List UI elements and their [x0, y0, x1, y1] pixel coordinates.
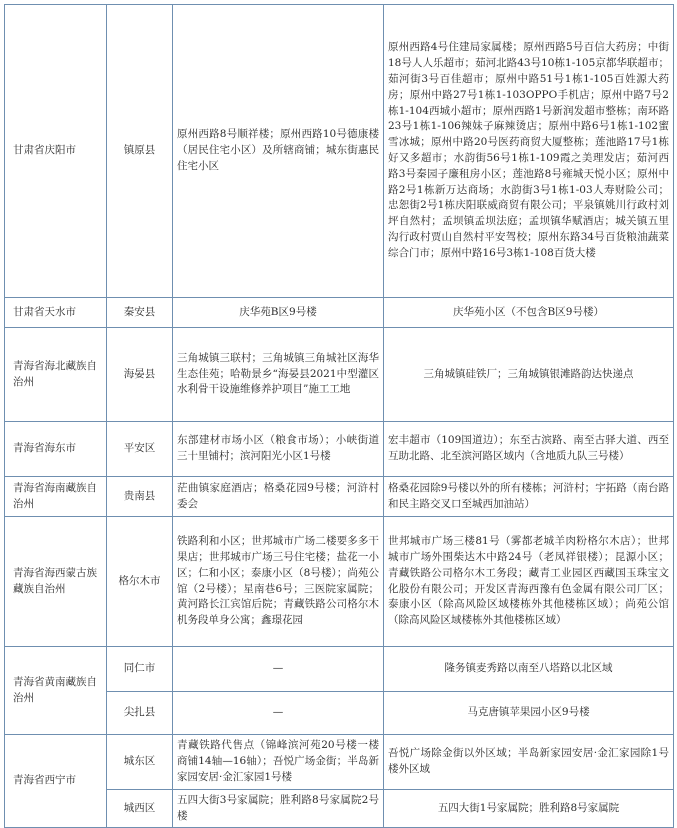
table-row — [5, 422, 674, 477]
medium-risk-cell: 隆务镇麦秀路以南至八塔路以北区域 — [384, 647, 674, 692]
high-risk-cell: 三角城镇三联村；三角城镇三角城社区海华生态佳苑；哈勒景乡“海晏县2021中型灌区水利骨干设施维修养护项目”施工工地 — [173, 328, 384, 422]
city-cell: 青海省海西蒙古族藏族自治州 — [5, 517, 107, 647]
county-cell: 同仁市 — [107, 647, 173, 692]
medium-risk-cell: 马克唐镇苹果园小区9号楼 — [384, 692, 674, 735]
medium-risk-cell: 格桑花园除9号楼以外的所有楼栋；河浒村；宇拓路（南台路和民主路交叉口至城西加油站） — [384, 477, 674, 517]
table-row — [5, 328, 674, 422]
county-cell: 城西区 — [107, 790, 173, 828]
county-cell: 镇原县 — [107, 5, 173, 298]
high-risk-cell: 东部建材市场小区（粮食市场）；小峡街道三十里铺村；滨河阳光小区1号楼 — [173, 422, 384, 477]
city-cell: 青海省黄南藏族自治州 — [5, 647, 107, 735]
risk-area-table — [4, 4, 674, 828]
table-row — [5, 647, 674, 692]
medium-risk-cell: 宏丰超市（109国道边）；东至古滨路、南至古驿大道、西至互助北路、北至滨河路区域内（含地质九队三号楼） — [384, 422, 674, 477]
high-risk-cell: 青藏铁路代售点（锦峰滨河苑20号楼一楼商铺14轴—16轴）；吾悦广场金街；半岛新家园安居·金汇家园1号楼 — [173, 735, 384, 790]
city-cell: 青海省海东市 — [5, 422, 107, 477]
table-row — [5, 477, 674, 517]
county-cell: 城东区 — [107, 735, 173, 790]
table-row — [5, 735, 674, 790]
high-risk-cell: 五四大街3号家属院；胜利路8号家属院2号楼 — [173, 790, 384, 828]
county-cell: 格尔木市 — [107, 517, 173, 647]
county-cell: 平安区 — [107, 422, 173, 477]
high-risk-cell: 原州西路8号顺祥楼；原州西路10号德康楼（居民住宅小区）及所辖商铺；城东街惠民住宅小区 — [173, 5, 384, 298]
county-cell: 贵南县 — [107, 477, 173, 517]
medium-risk-cell: 五四大街1号家属院；胜利路8号家属院 — [384, 790, 674, 828]
city-cell: 青海省海北藏族自治州 — [5, 328, 107, 422]
city-cell: 青海省海南藏族自治州 — [5, 477, 107, 517]
high-risk-cell: 铁路利和小区；世邦城市广场二楼要多多干果店；世邦城市广场三号住宅楼；盐花一小区；仁和小区；泰康小区（8号楼）；尚苑公馆（2号楼）；星南巷6号；三医院家属院；黄河路长江宾馆后院；青藏铁路公司格尔木机务段单身公寓；鑫璟花园 — [173, 517, 384, 647]
medium-risk-cell: 庆华苑小区（不包含B区9号楼） — [384, 298, 674, 328]
medium-risk-cell: 原州西路4号住建局家属楼；原州西路5号百信大药房；中街18号人人乐超市；茹河北路43号10栋1-105京都华联超市；茹河街3号百佳超市；原州中路51号1栋1-105百姓源大药房；原州中路27号1栋1-103OPPO手机店；原州中路7号2栋1-104西城小超市；原州西路1号新润发超市整栋；南环路23号1栋1-106辣妹子麻辣烫店；原州中路6号1栋1-102蜜雪冰城；原州中路20号医药商贸大厦整栋；莲池路17号1栋好又多超市；水韵街56号1栋1-109霞之美理发店；茹河西路3号秦园子廉租房小区；莲池路8号雍城天悦小区；原州中路2号1栋新万达商场；水韵街3号1栋1-03人寿财险公司；忠恕街2号1栋庆阳联威商贸有限公司；平泉镇姚川行政村刘坪自然村；孟坝镇孟坝法庭；孟坝镇华赋酒店；城关镇五里沟行政村贾山自然村平安驾校；原州东路34号百货粮油蔬菜综合门市；原州中路16号3栋1-108百货大楼 — [384, 5, 674, 298]
table-row — [5, 298, 674, 328]
high-risk-cell: 茫曲镇家庭酒店；格桑花园9号楼；河浒村委会 — [173, 477, 384, 517]
table-row — [5, 517, 674, 647]
high-risk-cell: 庆华苑B区9号楼 — [173, 298, 384, 328]
table-row — [5, 5, 674, 298]
city-cell: 甘肃省天水市 — [5, 298, 107, 328]
city-cell: 青海省西宁市 — [5, 735, 107, 828]
medium-risk-cell: 世邦城市广场三楼81号（雾都老城羊肉粉格尔木店）；世邦城市广场外围柴达木中路24号（老凤祥银楼）；昆源小区；青藏铁路公司格尔木工务段；藏青工业园区西藏国玉珠宝文化股份有限公司；开发区青海西豫有色金属有限公司厂区；泰康小区（除高风险区域楼栋外其他楼栋区域）；尚苑公馆（除高风险区域楼栋外其他楼栋区域） — [384, 517, 674, 647]
high-risk-cell: — — [173, 692, 384, 735]
medium-risk-cell: 吾悦广场除金街以外区域；半岛新家园安居·金汇家园除1号楼外区域 — [384, 735, 674, 790]
medium-risk-cell: 三角城镇硅铁厂；三角城镇银滩路韵达快递点 — [384, 328, 674, 422]
county-cell: 秦安县 — [107, 298, 173, 328]
city-cell: 甘肃省庆阳市 — [5, 5, 107, 298]
county-cell: 海晏县 — [107, 328, 173, 422]
high-risk-cell: — — [173, 647, 384, 692]
county-cell: 尖扎县 — [107, 692, 173, 735]
